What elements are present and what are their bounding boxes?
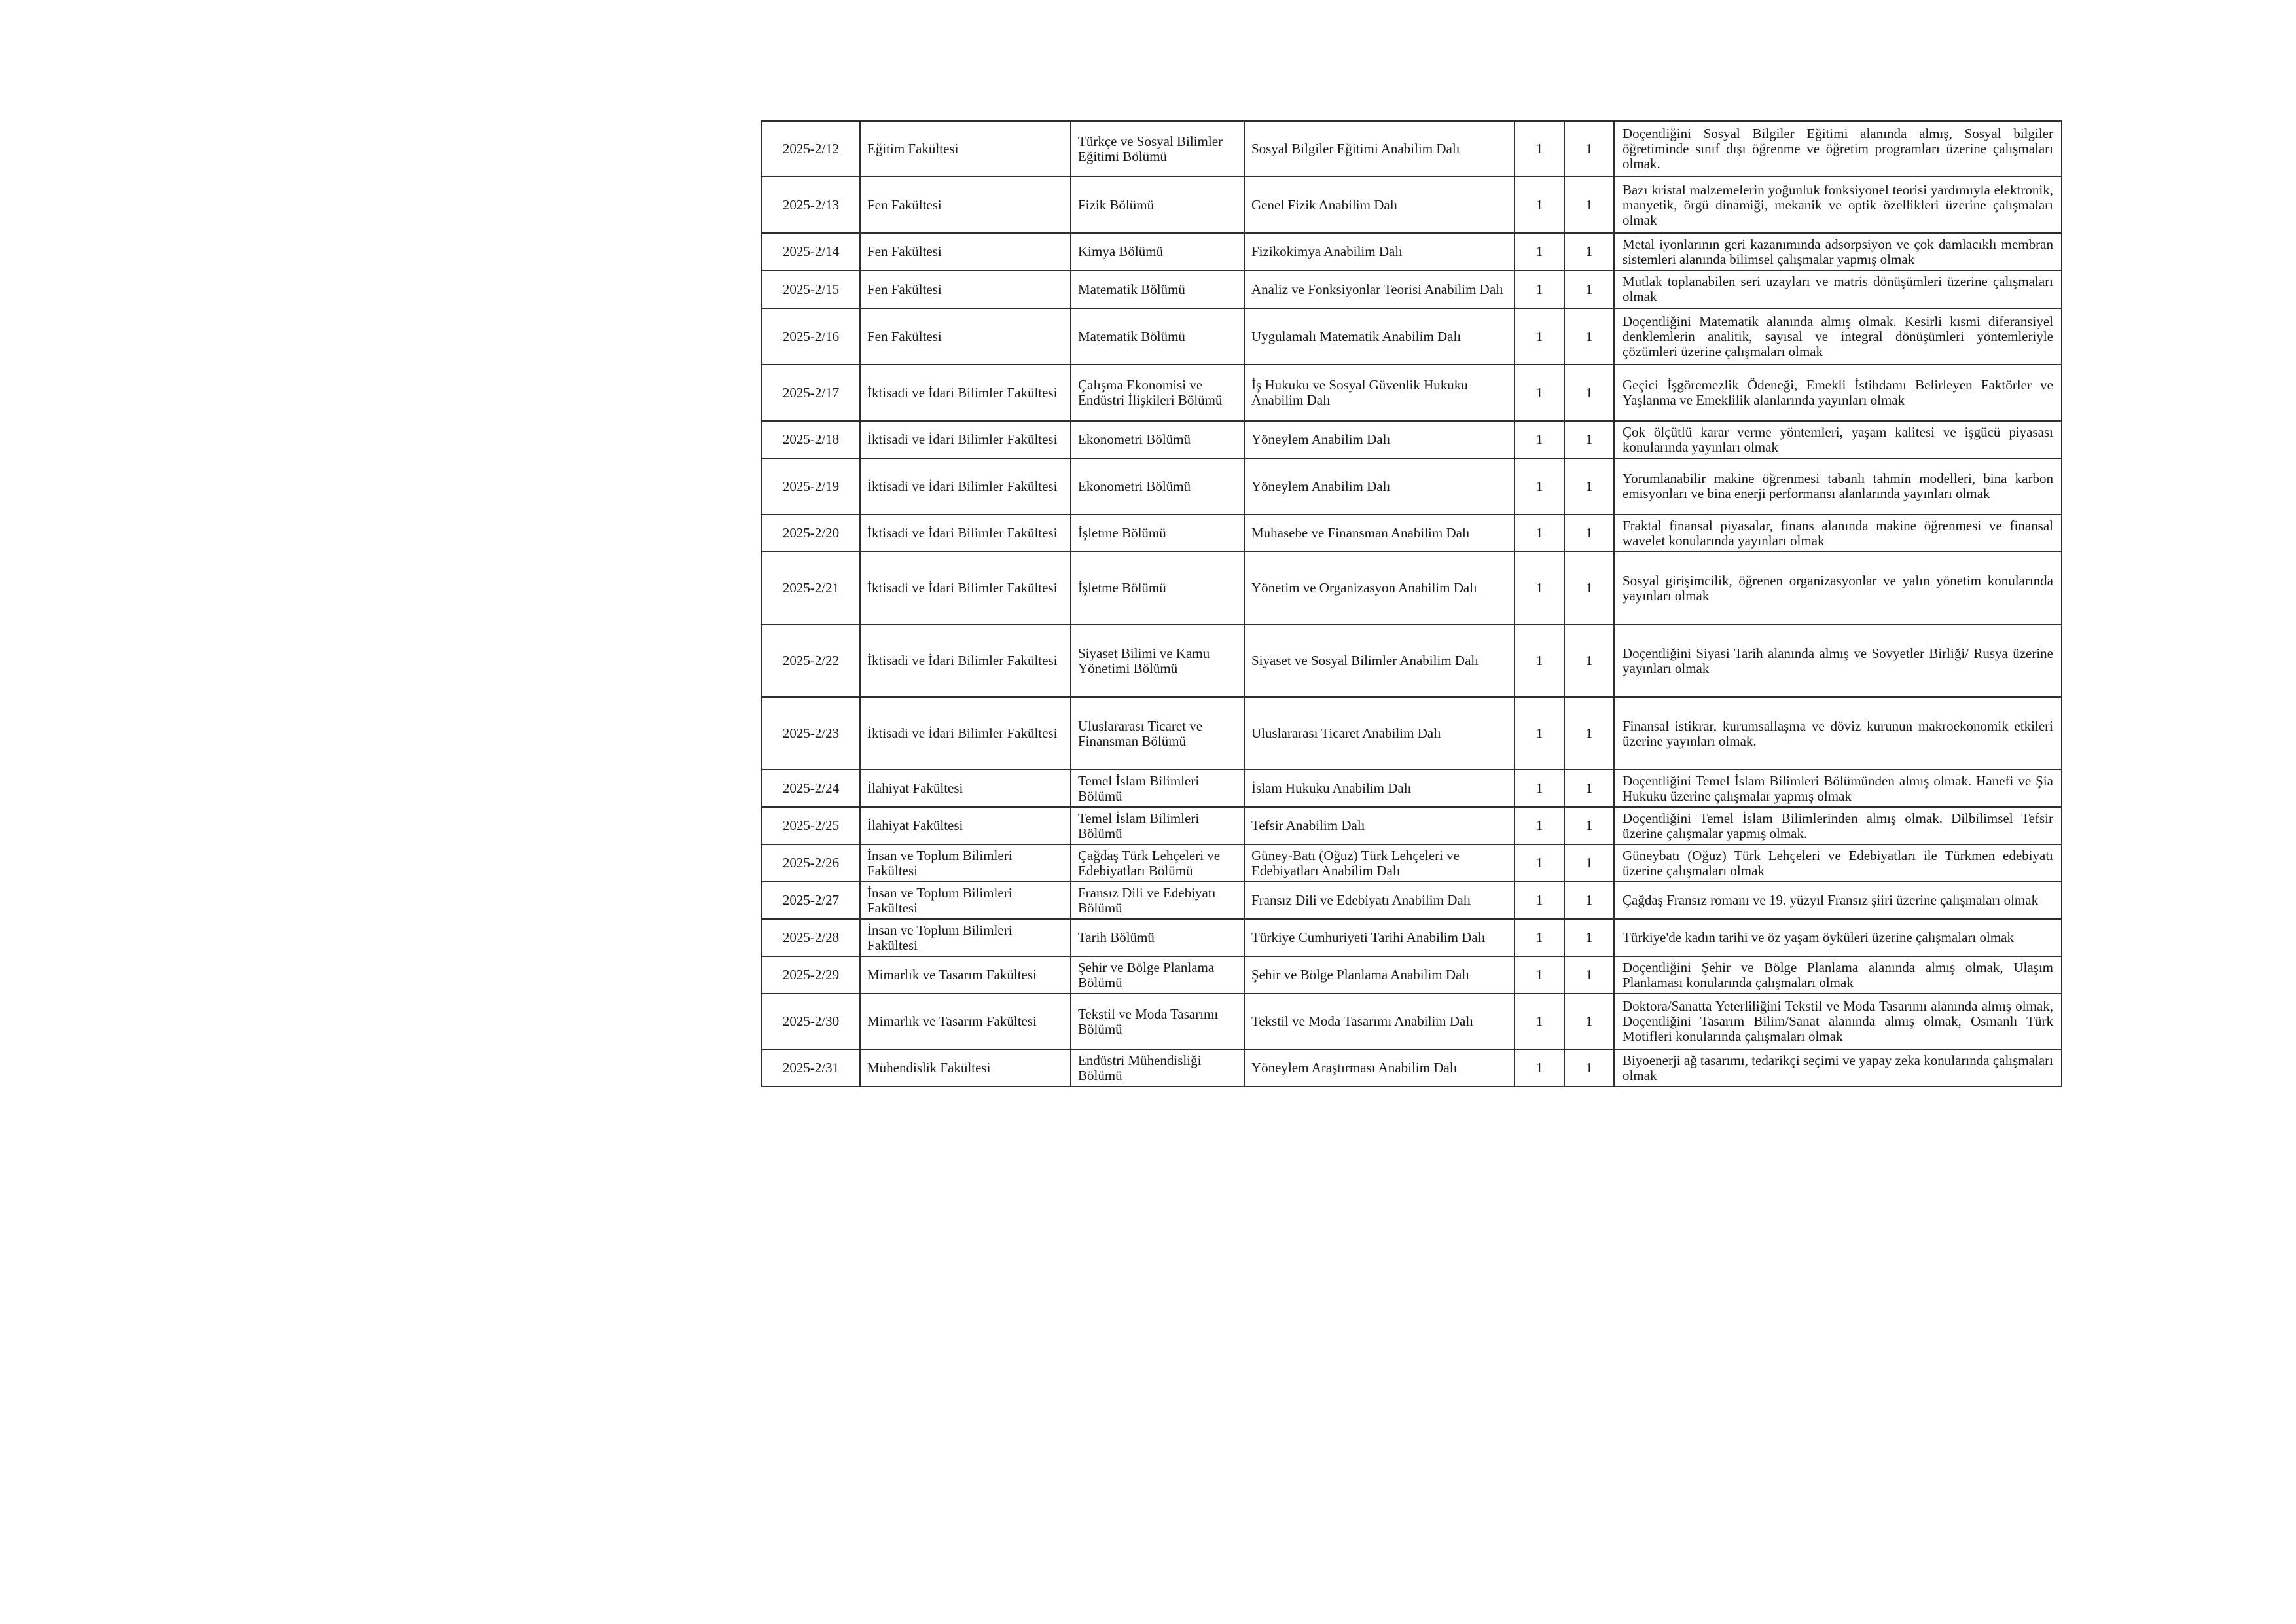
table-row [762, 270, 2062, 308]
cell-requirement: Doçentliğini Temel İslam Bilimlerinden almış olmak. Dilbilimsel Tefsir üzerine çalışmalar yapmış olmak. [1614, 807, 2062, 844]
cell-division: Muhasebe ve Finansman Anabilim Dalı [1244, 514, 1515, 552]
cell-count-a: 1 [1515, 994, 1564, 1049]
cell-department: Türkçe ve Sosyal Bilimler Eğitimi Bölümü [1071, 121, 1244, 177]
cell-division: Uygulamalı Matematik Anabilim Dalı [1244, 308, 1515, 365]
cell-requirement: Çağdaş Fransız romanı ve 19. yüzyıl Fransız şiiri üzerine çalışmaları olmak [1614, 882, 2062, 919]
cell-requirement: Fraktal finansal piyasalar, finans alanında makine öğrenmesi ve finansal wavelet konularında yayınları olmak [1614, 514, 2062, 552]
cell-count-a: 1 [1515, 421, 1564, 458]
cell-count-b: 1 [1564, 770, 1614, 807]
cell-count-a: 1 [1515, 770, 1564, 807]
cell-count-b: 1 [1564, 421, 1614, 458]
cell-requirement: Bazı kristal malzemelerin yoğunluk fonksiyonel teorisi yardımıyla elektronik, manyetik, örgü dinamiği, mekanik ve optik özellikleri üzerine çalışmaları olmak [1614, 177, 2062, 233]
table-row [762, 421, 2062, 458]
cell-faculty: Mimarlık ve Tasarım Fakültesi [860, 994, 1071, 1049]
cell-count-a: 1 [1515, 624, 1564, 697]
cell-count-a: 1 [1515, 270, 1564, 308]
cell-division: Tekstil ve Moda Tasarımı Anabilim Dalı [1244, 994, 1515, 1049]
cell-department: Matematik Bölümü [1071, 308, 1244, 365]
cell-count-b: 1 [1564, 697, 1614, 770]
cell-count-b: 1 [1564, 308, 1614, 365]
cell-division: Uluslararası Ticaret Anabilim Dalı [1244, 697, 1515, 770]
cell-faculty: Fen Fakültesi [860, 177, 1071, 233]
cell-count-a: 1 [1515, 514, 1564, 552]
cell-code: 2025-2/21 [762, 552, 860, 624]
cell-count-b: 1 [1564, 552, 1614, 624]
cell-department: Ekonometri Bölümü [1071, 421, 1244, 458]
cell-requirement: Mutlak toplanabilen seri uzayları ve matris dönüşümleri üzerine çalışmaları olmak [1614, 270, 2062, 308]
table-row [762, 770, 2062, 807]
cell-code: 2025-2/23 [762, 697, 860, 770]
cell-count-b: 1 [1564, 1049, 1614, 1087]
cell-requirement: Güneybatı (Oğuz) Türk Lehçeleri ve Edebiyatları ile Türkmen edebiyatı üzerine çalışmaları olmak [1614, 844, 2062, 882]
cell-department: İşletme Bölümü [1071, 552, 1244, 624]
table-row [762, 624, 2062, 697]
cell-department: Çağdaş Türk Lehçeleri ve Edebiyatları Bölümü [1071, 844, 1244, 882]
table-row [762, 514, 2062, 552]
cell-division: Yönetim ve Organizasyon Anabilim Dalı [1244, 552, 1515, 624]
cell-count-a: 1 [1515, 919, 1564, 956]
cell-count-a: 1 [1515, 882, 1564, 919]
cell-code: 2025-2/30 [762, 994, 860, 1049]
cell-division: Sosyal Bilgiler Eğitimi Anabilim Dalı [1244, 121, 1515, 177]
cell-department: Tekstil ve Moda Tasarımı Bölümü [1071, 994, 1244, 1049]
cell-count-a: 1 [1515, 233, 1564, 270]
cell-faculty: İktisadi ve İdari Bilimler Fakültesi [860, 697, 1071, 770]
cell-code: 2025-2/13 [762, 177, 860, 233]
positions-table [761, 120, 2062, 1087]
cell-division: Yöneylem Anabilim Dalı [1244, 458, 1515, 514]
cell-division: Güney-Batı (Oğuz) Türk Lehçeleri ve Edebiyatları Anabilim Dalı [1244, 844, 1515, 882]
cell-count-b: 1 [1564, 270, 1614, 308]
cell-division: Tefsir Anabilim Dalı [1244, 807, 1515, 844]
cell-count-b: 1 [1564, 458, 1614, 514]
cell-department: Fransız Dili ve Edebiyatı Bölümü [1071, 882, 1244, 919]
cell-code: 2025-2/17 [762, 365, 860, 421]
table-body [762, 121, 2062, 1087]
table-row [762, 919, 2062, 956]
cell-division: İş Hukuku ve Sosyal Güvenlik Hukuku Anabilim Dalı [1244, 365, 1515, 421]
cell-faculty: Mühendislik Fakültesi [860, 1049, 1071, 1087]
cell-requirement: Metal iyonlarının geri kazanımında adsorpsiyon ve çok damlacıklı membran sistemleri alanında bilimsel çalışmalar yapmış olmak [1614, 233, 2062, 270]
table-row [762, 233, 2062, 270]
cell-code: 2025-2/15 [762, 270, 860, 308]
table-row [762, 121, 2062, 177]
table-row [762, 697, 2062, 770]
cell-faculty: İlahiyat Fakültesi [860, 770, 1071, 807]
cell-department: Kimya Bölümü [1071, 233, 1244, 270]
cell-requirement: Yorumlanabilir makine öğrenmesi tabanlı tahmin modelleri, bina karbon emisyonları ve bina enerji performansı alanlarında yayınları olmak [1614, 458, 2062, 514]
cell-faculty: Fen Fakültesi [860, 233, 1071, 270]
cell-requirement: Doçentliğini Sosyal Bilgiler Eğitimi alanında almış, Sosyal bilgiler öğretiminde sınıf dışı öğrenme ve öğretim programları üzerine çalışmaları olmak. [1614, 121, 2062, 177]
cell-requirement: Doçentliğini Temel İslam Bilimleri Bölümünden almış olmak. Hanefi ve Şia Hukuku üzerine çalışmalar yapmış olmak [1614, 770, 2062, 807]
cell-division: Analiz ve Fonksiyonlar Teorisi Anabilim Dalı [1244, 270, 1515, 308]
cell-code: 2025-2/18 [762, 421, 860, 458]
cell-faculty: İktisadi ve İdari Bilimler Fakültesi [860, 624, 1071, 697]
table-row [762, 458, 2062, 514]
table-row [762, 994, 2062, 1049]
cell-count-b: 1 [1564, 956, 1614, 994]
cell-faculty: Fen Fakültesi [860, 308, 1071, 365]
cell-division: Siyaset ve Sosyal Bilimler Anabilim Dalı [1244, 624, 1515, 697]
cell-division: Yöneylem Anabilim Dalı [1244, 421, 1515, 458]
cell-department: Matematik Bölümü [1071, 270, 1244, 308]
cell-code: 2025-2/20 [762, 514, 860, 552]
cell-code: 2025-2/31 [762, 1049, 860, 1087]
cell-faculty: İktisadi ve İdari Bilimler Fakültesi [860, 421, 1071, 458]
cell-faculty: İnsan ve Toplum Bilimleri Fakültesi [860, 919, 1071, 956]
cell-requirement: Doçentliğini Şehir ve Bölge Planlama alanında almış olmak, Ulaşım Planlaması konularında çalışmaları olmak [1614, 956, 2062, 994]
cell-code: 2025-2/29 [762, 956, 860, 994]
cell-faculty: İnsan ve Toplum Bilimleri Fakültesi [860, 882, 1071, 919]
cell-faculty: Fen Fakültesi [860, 270, 1071, 308]
cell-requirement: Biyoenerji ağ tasarımı, tedarikçi seçimi ve yapay zeka konularında çalışmaları olmak [1614, 1049, 2062, 1087]
cell-faculty: İktisadi ve İdari Bilimler Fakültesi [860, 552, 1071, 624]
cell-code: 2025-2/22 [762, 624, 860, 697]
cell-division: Fransız Dili ve Edebiyatı Anabilim Dalı [1244, 882, 1515, 919]
cell-count-a: 1 [1515, 807, 1564, 844]
cell-department: Uluslararası Ticaret ve Finansman Bölümü [1071, 697, 1244, 770]
table-row [762, 1049, 2062, 1087]
cell-count-b: 1 [1564, 514, 1614, 552]
cell-count-b: 1 [1564, 121, 1614, 177]
table-row [762, 308, 2062, 365]
cell-faculty: İnsan ve Toplum Bilimleri Fakültesi [860, 844, 1071, 882]
cell-code: 2025-2/26 [762, 844, 860, 882]
cell-department: Siyaset Bilimi ve Kamu Yönetimi Bölümü [1071, 624, 1244, 697]
cell-department: İşletme Bölümü [1071, 514, 1244, 552]
cell-faculty: İlahiyat Fakültesi [860, 807, 1071, 844]
cell-count-b: 1 [1564, 807, 1614, 844]
cell-count-a: 1 [1515, 697, 1564, 770]
cell-faculty: Mimarlık ve Tasarım Fakültesi [860, 956, 1071, 994]
cell-count-a: 1 [1515, 552, 1564, 624]
cell-division: Fizikokimya Anabilim Dalı [1244, 233, 1515, 270]
cell-division: Yöneylem Araştırması Anabilim Dalı [1244, 1049, 1515, 1087]
table-row [762, 844, 2062, 882]
table-row [762, 552, 2062, 624]
cell-code: 2025-2/19 [762, 458, 860, 514]
cell-code: 2025-2/25 [762, 807, 860, 844]
table-row [762, 365, 2062, 421]
table-row [762, 177, 2062, 233]
cell-code: 2025-2/12 [762, 121, 860, 177]
cell-count-a: 1 [1515, 121, 1564, 177]
table-row [762, 956, 2062, 994]
cell-department: Fizik Bölümü [1071, 177, 1244, 233]
cell-requirement: Çok ölçütlü karar verme yöntemleri, yaşam kalitesi ve işgücü piyasası konularında yayınları olmak [1614, 421, 2062, 458]
cell-requirement: Doçentliğini Siyasi Tarih alanında almış ve Sovyetler Birliği/ Rusya üzerine yayınları olmak [1614, 624, 2062, 697]
table-row [762, 882, 2062, 919]
cell-count-b: 1 [1564, 624, 1614, 697]
cell-count-b: 1 [1564, 177, 1614, 233]
cell-requirement: Türkiye'de kadın tarihi ve öz yaşam öyküleri üzerine çalışmaları olmak [1614, 919, 2062, 956]
cell-code: 2025-2/27 [762, 882, 860, 919]
cell-requirement: Doçentliğini Matematik alanında almış olmak. Kesirli kısmi diferansiyel denklemlerin analitik, sayısal ve integral dönüşümleri yöntemleriyle çözümleri üzerine çalışmaları olmak [1614, 308, 2062, 365]
cell-faculty: Eğitim Fakültesi [860, 121, 1071, 177]
table-row [762, 807, 2062, 844]
cell-division: Şehir ve Bölge Planlama Anabilim Dalı [1244, 956, 1515, 994]
cell-count-a: 1 [1515, 956, 1564, 994]
cell-requirement: Geçici İşgöremezlik Ödeneği, Emekli İstihdamı Belirleyen Faktörler ve Yaşlanma ve Emeklilik alanlarında yayınları olmak [1614, 365, 2062, 421]
cell-requirement: Doktora/Sanatta Yeterliliğini Tekstil ve Moda Tasarımı alanında almış olmak, Doçentliğini Tasarım Bilim/Sanat alanında almış olmak, Osmanlı Türk Motifleri konularında çalışmaları olmak [1614, 994, 2062, 1049]
cell-count-a: 1 [1515, 177, 1564, 233]
cell-department: Çalışma Ekonomisi ve Endüstri İlişkileri Bölümü [1071, 365, 1244, 421]
cell-count-a: 1 [1515, 1049, 1564, 1087]
cell-requirement: Sosyal girişimcilik, öğrenen organizasyonlar ve yalın yönetim konularında yayınları olmak [1614, 552, 2062, 624]
cell-count-a: 1 [1515, 308, 1564, 365]
cell-count-a: 1 [1515, 458, 1564, 514]
cell-department: Endüstri Mühendisliği Bölümü [1071, 1049, 1244, 1087]
cell-department: Temel İslam Bilimleri Bölümü [1071, 807, 1244, 844]
cell-department: Temel İslam Bilimleri Bölümü [1071, 770, 1244, 807]
cell-division: İslam Hukuku Anabilim Dalı [1244, 770, 1515, 807]
cell-department: Şehir ve Bölge Planlama Bölümü [1071, 956, 1244, 994]
cell-count-b: 1 [1564, 233, 1614, 270]
cell-division: Türkiye Cumhuriyeti Tarihi Anabilim Dalı [1244, 919, 1515, 956]
cell-requirement: Finansal istikrar, kurumsallaşma ve döviz kurunun makroekonomik etkileri üzerine yayınları olmak. [1614, 697, 2062, 770]
cell-faculty: İktisadi ve İdari Bilimler Fakültesi [860, 365, 1071, 421]
cell-code: 2025-2/28 [762, 919, 860, 956]
cell-count-b: 1 [1564, 882, 1614, 919]
cell-count-a: 1 [1515, 365, 1564, 421]
cell-division: Genel Fizik Anabilim Dalı [1244, 177, 1515, 233]
cell-count-b: 1 [1564, 844, 1614, 882]
cell-faculty: İktisadi ve İdari Bilimler Fakültesi [860, 514, 1071, 552]
cell-count-b: 1 [1564, 919, 1614, 956]
cell-count-b: 1 [1564, 365, 1614, 421]
cell-count-b: 1 [1564, 994, 1614, 1049]
cell-code: 2025-2/16 [762, 308, 860, 365]
cell-faculty: İktisadi ve İdari Bilimler Fakültesi [860, 458, 1071, 514]
cell-department: Tarih Bölümü [1071, 919, 1244, 956]
cell-department: Ekonometri Bölümü [1071, 458, 1244, 514]
cell-count-a: 1 [1515, 844, 1564, 882]
cell-code: 2025-2/14 [762, 233, 860, 270]
cell-code: 2025-2/24 [762, 770, 860, 807]
